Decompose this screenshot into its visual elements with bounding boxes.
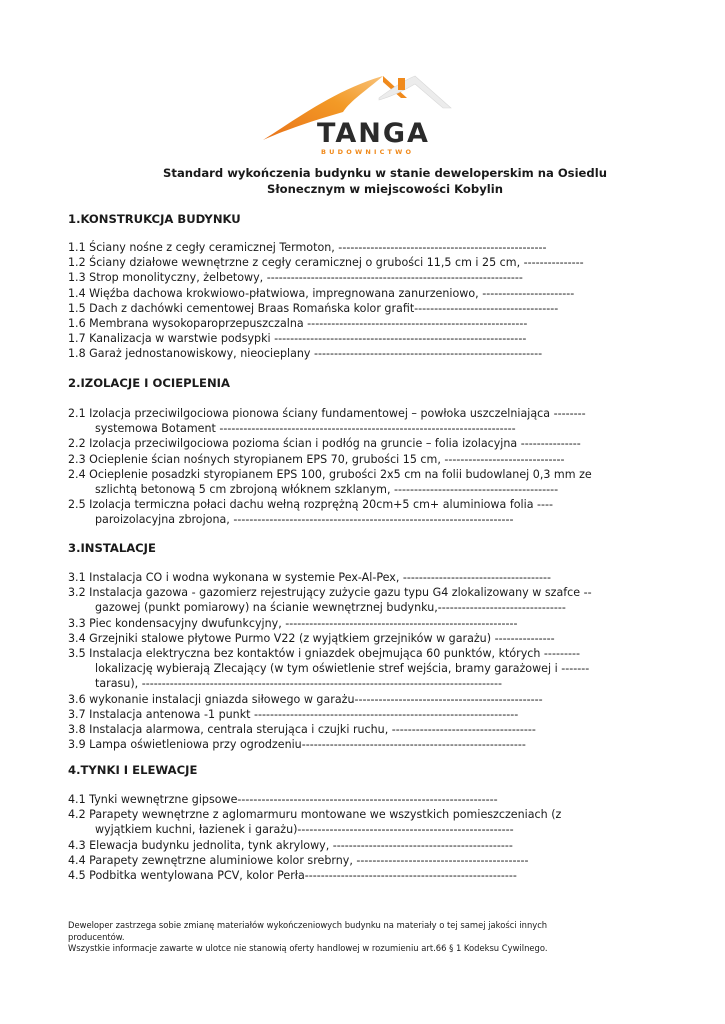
section-list-tynki [68, 792, 660, 883]
footer-line-2: producentów. [68, 931, 125, 942]
document-title [120, 165, 650, 197]
section-heading-instalacje: 3.INSTALACJE [68, 541, 156, 555]
list-item: 4.5 Podbitka wentylowana PCV, kolor Perła----------------------------------------------------- [68, 869, 517, 883]
list-item: 4.2 Parapety wewnętrzne z aglomarmuru montowane we wszystkich pomieszczeniach (z [68, 808, 562, 822]
section-heading-izolacje: 2.IZOLACJE I OCIEPLENIA [68, 376, 230, 390]
list-item: 3.2 Instalacja gazowa - gazomierz rejestrujący zużycie gazu typu G4 zlokalizowany w szafce -- [68, 586, 592, 600]
list-item: 1.5 Dach z dachówki cementowej Braas Romańska kolor grafit------------------------------------ [68, 301, 559, 315]
list-item: 3.4 Grzejniki stalowe płytowe Purmo V22 (z wyjątkiem grzejników w garażu) --------------- [68, 631, 555, 645]
list-item-continuation: szlichtą betonową 5 cm zbrojoną włóknem szklanym, ----------------------------------------- [95, 483, 559, 497]
section-heading-konstrukcja: 1.KONSTRUKCJA BUDYNKU [68, 212, 241, 226]
footer-line-1: Deweloper zastrzega sobie zmianę materiałów wykończeniowych budynku na materiały o tej samej jakości innych [68, 920, 548, 930]
list-item: 3.8 Instalacja alarmowa, centrala sterująca i czujki ruchu, ------------------------------------ [68, 723, 536, 737]
list-item: 4.4 Parapety zewnętrzne aluminiowe kolor srebrny, ------------------------------------------- [68, 853, 529, 867]
list-item: 1.4 Więźba dachowa krokwiowo-płatwiowa, impregnowana zanurzeniowo, ----------------------- [68, 286, 575, 300]
list-item: 1.1 Ściany nośne z cegły ceramicznej Termoton, ---------------------------------------------------- [68, 241, 547, 254]
list-item: 3.7 Instalacja antenowa -1 punkt ------------------------------------------------------------------ [68, 707, 519, 721]
list-item: 1.3 Strop monolityczny, żelbetowy, ---------------------------------------------------------------- [68, 271, 523, 285]
list-item: 2.1 Izolacja przeciwilgociowa pionowa ściany fundamentowej – powłoka uszczelniająca -------- [68, 407, 586, 420]
list-item: 3.3 Piec kondensacyjny dwufunkcyjny, ---------------------------------------------------------- [68, 616, 518, 630]
list-item-continuation: tarasu), ------------------------------------------------------------------------------------------ [95, 677, 502, 691]
list-item: 4.3 Elewacja budynku jednolita, tynk akrylowy, --------------------------------------------- [68, 838, 513, 852]
title-line-2: Słonecznym w miejscowości Kobylin [267, 182, 503, 196]
section-list-izolacje [68, 406, 660, 528]
list-item: 2.5 Izolacja termiczna połaci dachu wełną rozprężną 20cm+5 cm+ aluminiowa folia ---- [68, 498, 554, 512]
list-item-continuation: gazowej (punkt pomiarowy) na ścianie wewnętrznej budynku,-------------------------------- [95, 601, 566, 615]
list-item: 1.8 Garaż jednostanowiskowy, nieocieplany --------------------------------------------------------- [68, 347, 543, 361]
list-item: 4.1 Tynki wewnętrzne gipsowe----------------------------------------------------------------- [68, 793, 498, 806]
list-item: 1.2 Ściany działowe wewnętrzne z cegły ceramicznej o grubości 11,5 cm i 25 cm, --------------- [68, 256, 584, 270]
list-item-continuation: lokalizację wybierają Zlecający (w tym oświetlenie stref wejścia, bramy garażowej i ------- [95, 662, 590, 676]
list-item: 2.4 Ocieplenie posadzki styropianem EPS 100, grubości 2x5 cm na folii budowlanej 0,3 mm ze [68, 467, 592, 481]
list-item: 2.3 Ocieplenie ścian nośnych styropianem EPS 70, grubości 15 cm, ------------------------------ [68, 452, 565, 466]
footer-disclaimer [68, 920, 628, 955]
list-item: 3.9 Lampa oświetleniowa przy ogrodzeniu-------------------------------------------------------- [68, 738, 526, 752]
section-list-konstrukcja [68, 240, 660, 362]
list-item: 1.6 Membrana wysokoparoprzepuszczalna ------------------------------------------------------- [68, 317, 528, 331]
tanga-logo [255, 68, 470, 158]
list-item: 3.5 Instalacja elektryczna bez kontaktów i gniazdek obejmująca 60 punktów, których --------- [68, 647, 580, 661]
list-item: 3.6 wykonanie instalacji gniazda siłowego w garażu----------------------------------------------- [68, 692, 543, 706]
list-item: 2.2 Izolacja przeciwilgociowa pozioma ścian i podłóg na gruncie – folia izolacyjna --------------- [68, 437, 581, 451]
list-item-continuation: paroizolacyjna zbrojona, ---------------------------------------------------------------------- [95, 513, 514, 527]
list-item: 3.1 Instalacja CO i wodna wykonana w systemie Pex-Al-Pex, ------------------------------------- [68, 571, 552, 584]
section-list-instalacje [68, 570, 660, 752]
list-item-continuation: wyjątkiem kuchni, łazienek i garażu)------------------------------------------------------ [95, 823, 514, 837]
brand-tagline: BUDOWNICTWO [321, 148, 415, 156]
brand-name: TANGA [317, 118, 430, 149]
list-item: 1.7 Kanalizacja w warstwie podsypki --------------------------------------------------------------- [68, 332, 527, 346]
section-heading-tynki: 4.TYNKI I ELEWACJE [68, 763, 198, 777]
footer-line-3: Wszystkie informacje zawarte w ulotce nie stanowią oferty handlowej w rozumieniu art.66 § 1 Kodeksu Cywilnego. [68, 943, 548, 954]
list-item-continuation: systemowa Botament -------------------------------------------------------------------------- [95, 422, 516, 436]
title-line-1: Standard wykończenia budynku w stanie deweloperskim na Osiedlu [163, 166, 607, 180]
